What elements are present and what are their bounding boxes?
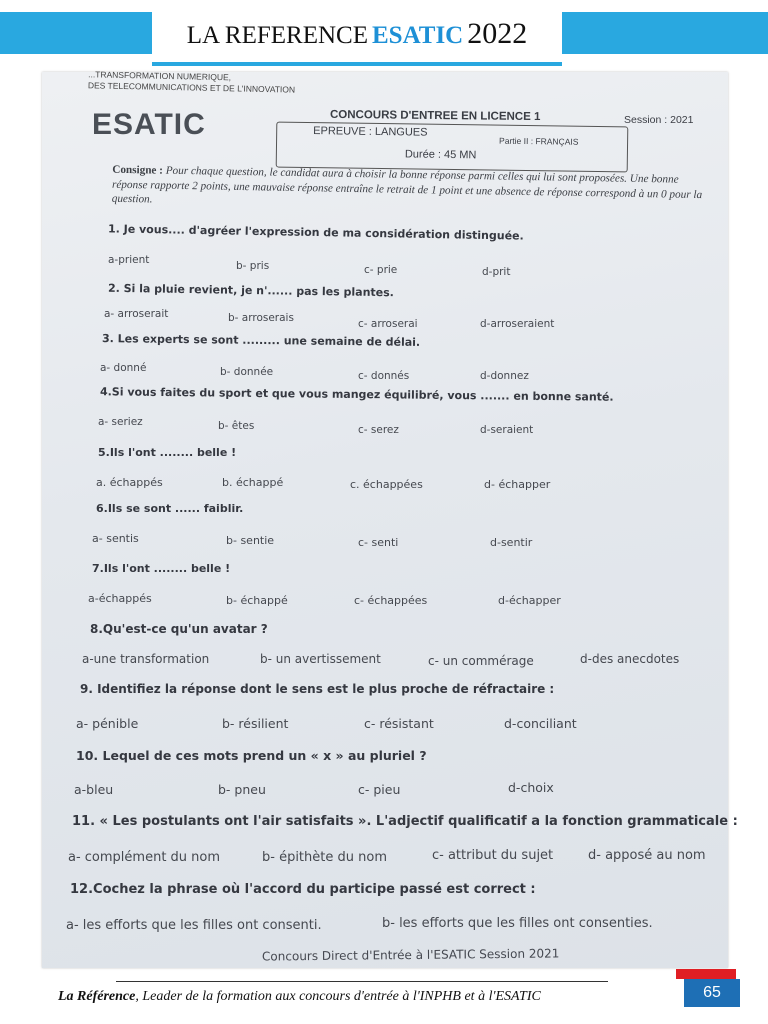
epreuve-label: EPREUVE : LANGUES <box>313 125 428 139</box>
footer-tagline: , Leader de la formation aux concours d'entrée à l'INPHB et à l'ESATIC <box>135 989 541 1004</box>
question-10: 10. Lequel de ces mots prend un « x » au pluriel ? <box>76 748 427 763</box>
institution-line-2: DES TELECOMMUNICATIONS ET DE L'INNOVATION <box>87 80 296 95</box>
question-11: 11. « Les postulants ont l'air satisfaits ». L'adjectif qualificatif a la fonction grammaticale : <box>72 814 738 829</box>
question-9: 9. Identifiez la réponse dont le sens est le plus proche de réfractaire : <box>80 682 555 696</box>
consigne <box>112 163 713 217</box>
question-7-option-b: b- échappé <box>226 594 288 607</box>
question-5-option-d: d- échapper <box>484 478 551 491</box>
consigne-text: Pour chaque question, le candidat aura à choisir la bonne réponse parmi celles qui lui sont proposées. Une bonne réponse rapporte 2 points, une mauvaise réponse entraîne le retrait de 1 point et une absence de réponse correspond à un 0 pour la question. <box>111 164 703 206</box>
question-4-option-c: c- serez <box>358 424 399 436</box>
question-2-option-c: c- arroserai <box>358 318 418 330</box>
question-11-option-a: a- complément du nom <box>68 850 221 865</box>
question-1-option-c: c- prie <box>364 264 398 276</box>
question-4: 4.Si vous faites du sport et que vous mangez équilibré, vous ....... en bonne santé. <box>99 385 614 404</box>
question-7-option-a: a-échappés <box>88 592 152 605</box>
question-10-option-a: a-bleu <box>74 782 114 797</box>
footer-divider <box>116 981 608 982</box>
partie-label: Partie II : FRANÇAIS <box>499 135 579 147</box>
question-1-option-d: d-prit <box>482 266 511 278</box>
question-5-option-c: c. échappées <box>350 478 423 491</box>
esatic-logo <box>92 108 206 142</box>
title-prefix: LA REFERENCE <box>186 22 368 49</box>
logo-text: ESATIC <box>92 108 206 141</box>
question-1-option-b: b- pris <box>236 260 270 272</box>
question-3-option-b: b- donnée <box>220 366 274 378</box>
question-11-option-b: b- épithète du nom <box>262 850 387 865</box>
question-5-option-b: b. échappé <box>222 476 284 489</box>
exam-photo <box>42 69 738 968</box>
question-6-option-a: a- sentis <box>92 532 139 545</box>
question-3-option-c: c- donnés <box>358 370 410 382</box>
duree-label: Durée : 45 MN <box>404 148 477 162</box>
question-8-option-a: a-une transformation <box>82 652 210 666</box>
question-3-option-a: a- donné <box>100 362 147 374</box>
question-7-option-c: c- échappées <box>354 594 428 607</box>
question-12-option-a: a- les efforts que les filles ont consenti. <box>66 918 322 933</box>
question-12-option-b: b- les efforts que les filles ont consenties. <box>382 916 653 931</box>
question-6-option-d: d-sentir <box>490 536 533 549</box>
footer-text <box>58 989 541 1005</box>
title-brand: ESATIC <box>372 22 464 49</box>
question-9-option-a: a- pénible <box>76 716 139 731</box>
question-6-option-c: c- senti <box>358 536 399 549</box>
session-label: Session : 2021 <box>624 114 694 126</box>
page-title <box>152 12 562 66</box>
question-8-option-c: c- un commérage <box>428 654 534 668</box>
question-5: 5.Ils l'ont ........ belle ! <box>98 446 237 459</box>
question-5-option-a: a. échappés <box>96 476 163 489</box>
question-4-option-b: b- êtes <box>218 420 255 432</box>
question-7: 7.Ils l'ont ........ belle ! <box>92 562 231 575</box>
question-2-option-d: d-arroseraient <box>480 318 555 330</box>
question-8-option-b: b- un avertissement <box>260 652 381 666</box>
question-9-option-c: c- résistant <box>364 716 434 731</box>
question-12: 12.Cochez la phrase où l'accord du participe passé est correct : <box>70 882 536 897</box>
question-8-option-d: d-des anecdotes <box>580 652 680 666</box>
question-2-option-a: a- arroserait <box>104 308 169 320</box>
question-3: 3. Les experts se sont ......... une semaine de délai. <box>101 332 421 349</box>
question-10-option-b: b- pneu <box>218 782 266 797</box>
question-2: 2. Si la pluie revient, je n'...... pas les plantes. <box>107 281 395 300</box>
question-7-option-d: d-échapper <box>498 594 561 607</box>
page-flag <box>676 969 736 979</box>
question-6-option-b: b- sentie <box>226 534 275 547</box>
consigne-label: Consigne : <box>112 163 164 177</box>
question-9-option-b: b- résilient <box>222 716 289 731</box>
question-10-option-d: d-choix <box>508 780 554 795</box>
institution-line-1: ...TRANSFORMATION NUMERIQUE, <box>88 69 232 83</box>
footer-brand: La Référence <box>58 989 136 1004</box>
question-2-option-b: b- arroserais <box>228 312 294 324</box>
question-4-option-d: d-seraient <box>480 424 534 436</box>
photo-footer: Concours Direct d'Entrée à l'ESATIC Session 2021 <box>261 946 560 964</box>
question-4-option-a: a- seriez <box>98 416 143 428</box>
page-number: 65 <box>684 979 740 1007</box>
question-11-option-d: d- apposé au nom <box>588 848 706 863</box>
question-10-option-c: c- pieu <box>358 782 401 797</box>
question-1: 1. Je vous.... d'agréer l'expression de ma considération distinguée. <box>107 222 524 243</box>
question-6: 6.Ils se sont ...... faiblir. <box>96 502 244 515</box>
concours-title: CONCOURS D'ENTREE EN LICENCE 1 <box>329 108 541 124</box>
title-year: 2022 <box>467 17 528 50</box>
question-9-option-d: d-conciliant <box>504 716 577 731</box>
question-8: 8.Qu'est-ce qu'un avatar ? <box>90 622 268 636</box>
question-11-option-c: c- attribut du sujet <box>432 848 554 863</box>
institution-header <box>88 69 348 96</box>
epreuve-box <box>276 122 629 173</box>
question-3-option-d: d-donnez <box>480 370 529 382</box>
question-1-option-a: a-prient <box>108 254 150 266</box>
